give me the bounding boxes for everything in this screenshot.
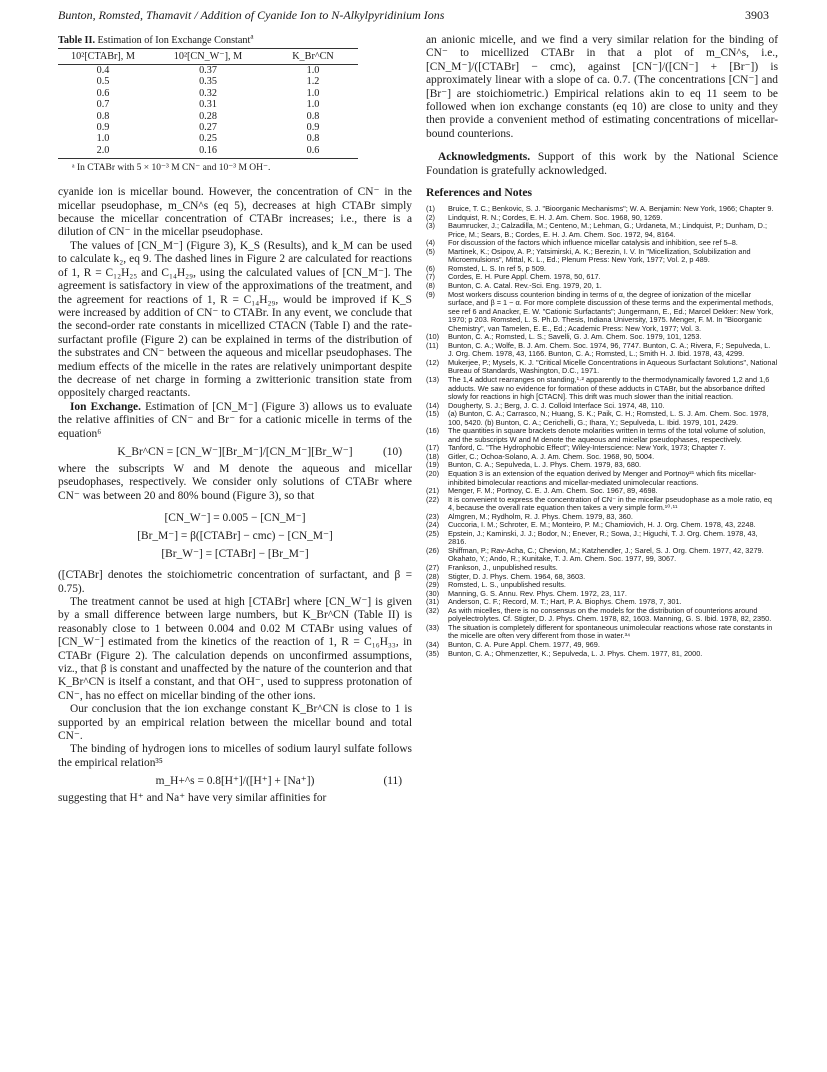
table-cell: 0.9 (306, 122, 320, 134)
equation-block (58, 509, 412, 563)
table-cell: 0.35 (199, 76, 217, 88)
reference-text: Dougherty, S. J.; Berg, J. C. J. Colloid Interface Sci. 1974, 48, 110. (448, 400, 665, 410)
equation-number: (11) (383, 775, 402, 788)
table-cell: 0.16 (148, 145, 268, 159)
reference-number: (22) (426, 494, 440, 504)
reference-text: Stigter, D. J. Phys. Chem. 1964, 68, 3603. (448, 571, 586, 581)
table-footnote: ᵃ In CTABr with 5 × 10⁻³ M CN⁻ and 10⁻³ M OH⁻. (72, 163, 271, 174)
reference-number: (25) (426, 528, 440, 538)
table-cell: 0.8 (96, 110, 110, 122)
reference-item (426, 496, 778, 513)
table-row (58, 145, 358, 159)
reference-number: (13) (426, 375, 440, 384)
reference-text: (a) Bunton, C. A.; Carrasco, N.; Huang, S. K.; Paik, C. H.; Romsted, L. S. J. Am. Chem. Soc. 1978, 100, 5420. (b) Bunton, C. A.; Cerichelli, G.; Ihara, Y.; Sepulveda, L. Ibid. 1979, 101, 2429. (448, 409, 769, 427)
reference-number: (20) (426, 469, 440, 479)
references-list (426, 205, 778, 658)
paragraph: suggesting that H⁺ and Na⁺ have very similar affinities for (58, 792, 327, 805)
reference-number: (18) (426, 451, 440, 461)
running-title: Bunton, Romsted, Thamavit / Addition of Cyanide Ion to N-Alkylpyridinium Ions (58, 8, 445, 22)
reference-number: (5) (426, 246, 435, 256)
reference-number: (16) (426, 426, 440, 436)
left-column (58, 34, 412, 806)
reference-text: Bruice, T. C.; Benkovic, S. J. "Bioorganic Mechanisms"; W. A. Benjamin: New York, 1966; Chapter 9. (448, 204, 774, 214)
reference-text: Epstein, J.; Kaminski, J. J.; Bodor, N.; Enever, R.; Sowa, J.; Higuchi, T. J. Org. Chem. 1978, 43, 2816. (448, 528, 758, 547)
reference-number: (2) (426, 212, 435, 222)
page-number: 3903 (745, 8, 769, 22)
table-cell: 0.37 (199, 65, 217, 76)
reference-text: Equation 3 is an extension of the equation derived by Menger and Portnoy²¹ which fits micellar-inhibited bimolecular reactions and micellar-mediated unimolecular reactions. (448, 469, 757, 487)
table-cell: 1.2 (306, 76, 320, 88)
table-cell: 2.0 (58, 145, 148, 159)
section-run-in-head: Ion Exchange. (70, 400, 141, 413)
table-row (58, 88, 358, 99)
reference-text: Bunton, C. A.; Sepulveda, L. J. Phys. Chem. 1979, 83, 680. (448, 460, 642, 470)
acknowledgments (426, 151, 778, 178)
table-cell: 0.8 (306, 110, 320, 122)
table-cell: 1.0 (306, 65, 320, 76)
reference-number: (17) (426, 443, 440, 453)
reference-number: (15) (426, 409, 440, 419)
reference-number: (28) (426, 571, 440, 581)
paragraph-text: Estimation of [CN_M⁻] (Figure 3) allows us to evaluate the relative affinities of CN⁻ and Br⁻ for a cationic micelle in terms of the equation⁶ (58, 400, 413, 440)
reference-text: Lindquist, R. N.; Cordes, E. H. J. Am. Chem. Soc. 1968, 90, 1269. (448, 212, 663, 222)
reference-text: Bunton, C. A.; Wolfe, B. J. Am. Chem. Soc. 1974, 96, 7747. Bunton, C. A.; Rivera, F.; Sepulveda, L. J. Org. Chem. 1978, 43, 1166. Bunton, C. A.; Romsted, L.; Smith H. J. Ibid. 1978, 43, 4299. (448, 340, 771, 359)
reference-number: (21) (426, 486, 440, 496)
reference-number: (24) (426, 520, 440, 530)
reference-text: Tanford, C. "The Hydrophobic Effect"; Wiley-Interscience: New York, 1973; Chapter 7. (448, 443, 726, 453)
reference-text: Most workers discuss counterion binding in terms of α, the degree of ionization of the micellar surface, and β = 1 − α. For more complete discussion of these terms and the experimental methods, see ref 6 and Anacker, E. W. "Cationic Surfactants"; Jungermann, E., Ed.; Marcel Dekker: New York, 1970; p 203. Romsted, L. S. Ph.D. Thesis, Indiana University, 1975. Menger, F. M. In "Bioorganic Chemistry", van Tamelen, E. E., Ed.; Academic Press: New York, 1977; Vol. 3. (448, 289, 774, 333)
paragraph-ion-exchange (58, 401, 412, 441)
table-row (58, 111, 358, 122)
paragraph: Our conclusion that the ion exchange constant K_Br^CN is close to 1 is supported by an empirical relation between the micellar bound and total CN⁻. (58, 703, 412, 743)
table-body (58, 65, 358, 159)
table-caption-mark: a (250, 32, 254, 41)
reference-number: (26) (426, 545, 440, 555)
reference-item (426, 530, 778, 547)
reference-text: Cordes, E. H. Pure Appl. Chem. 1978, 50, 617. (448, 272, 601, 282)
equation-line: [Br_W⁻] = [CTABr] − [Br_M⁻] (161, 548, 309, 561)
reference-number: (9) (426, 289, 435, 299)
reference-item (426, 650, 778, 659)
reference-number: (6) (426, 263, 435, 273)
table-cell: 1.0 (306, 87, 320, 99)
equation-11 (58, 774, 412, 788)
reference-item (426, 359, 778, 376)
equation-10 (58, 445, 412, 459)
reference-item (426, 342, 778, 359)
reference-number: (8) (426, 280, 435, 290)
reference-number: (30) (426, 588, 440, 598)
reference-number: (12) (426, 357, 440, 367)
reference-text: Almgren, M.; Rydholm, R. J. Phys. Chem. 1979, 83, 360. (448, 511, 633, 521)
col-header-cnw: 10²[CN_W⁻], M (148, 49, 268, 65)
paragraph: The values of [CN_M⁻] (Figure 3), K_S (Results), and k_M can be used to calculate k₂, eq 9. The dashed lines in Figure 2 are calculated for reactions of 1, R = C₁₂H₂₅ and C₁₄H₂₉, using the calculated values of [CN_M⁻]. The agreement is satisfactory in view of the approximations of the treatment, and the agreement for reactions of 1, R = C₁₄H₂₉, would be improved if K_S were increased by addition of CN⁻ to CTABr. In any event, we conclude that the second-order rate constants in micellized CTACN (Table I) and the rate-surfactant profile (Figure 2) can be explained in terms of the distribution of the substrates and CN⁻ between the aqueous and micellar pseudophases. The medium effects of the micelle in the rates are relatively unimportant despite the decrease of net charge in forming a zwitterionic transition state from oppositely charged reactants. (58, 239, 412, 400)
table-title: Estimation of Ion Exchange Constant (97, 35, 251, 46)
reference-item (426, 410, 778, 427)
reference-item (426, 624, 778, 641)
reference-text: Mukerjee, P.; Mysels, K. J. "Critical Micelle Concentrations in Aqueous Surfactant Solutions", National Bureau of Standards, Washington, D.C., 1971. (448, 357, 778, 376)
table-cell: 0.8 (306, 133, 320, 145)
references-heading: References and Notes (426, 186, 533, 200)
reference-text: Romsted, L. S. In ref 5, p 509. (448, 263, 546, 273)
reference-number: (4) (426, 238, 435, 248)
col-header-ctabr: 10²[CTABr], M (58, 49, 148, 65)
reference-text: It is convenient to express the concentration of CN⁻ in the micellar pseudophase as a mole ratio, eq 4, because the overall rate equation then takes a very simple form.¹⁰·¹¹ (448, 494, 772, 513)
equation-body: m_H+^s = 0.8[H⁺]/([H⁺] + [Na⁺]) (155, 775, 315, 788)
reference-number: (31) (426, 597, 440, 607)
table-cell: 0.7 (96, 99, 110, 111)
table-header-row (58, 49, 358, 65)
reference-number: (19) (426, 460, 440, 470)
reference-text: For discussion of the factors which influence micellar catalysis and inhibition, see ref 5–8. (448, 238, 738, 248)
reference-text: Bunton, C. A.; Ohmenzetter, K.; Sepulveda, L. J. Phys. Chem. 1977, 81, 2000. (448, 648, 703, 658)
reference-number: (7) (426, 272, 435, 282)
ack-text: Support of this work by the National Science Foundation is gratefully acknowledged. (426, 151, 778, 177)
reference-text: The quantities in square brackets denote molarities written in terms of the total volume of solution, and the subscripts W and M denote the aqueous and micellar pseudophases, respectively. (448, 426, 766, 444)
equation-body: K_Br^CN = [CN_W⁻][Br_M⁻]/[CN_M⁻][Br_W⁻] (117, 445, 353, 458)
estimation-table (58, 48, 358, 159)
table-cell: 0.9 (96, 122, 110, 134)
reference-text: As with micelles, there is no consensus on the models for the distribution of counterions around polyelectrolytes. Cf. Stigter, D. J. Phys. Chem. 1978, 82, 1603. Manning, G. S. Ibid. 1978, 82, 2350. (448, 605, 772, 624)
reference-text: The situation is completely different for spontaneous unimolecular reactions whose rate constants in the micelle are often very different from those in water.³⁴ (448, 622, 773, 641)
reference-number: (29) (426, 580, 440, 590)
reference-text: Gitler, C.; Ochoa-Solano, A. J. Am. Chem. Soc. 1968, 90, 5004. (448, 451, 655, 461)
table-cell: 0.5 (96, 76, 110, 88)
table-row (58, 76, 358, 87)
paragraph: The binding of hydrogen ions to micelles of sodium lauryl sulfate follows the empirical relation³⁵ (58, 743, 412, 769)
reference-item (426, 427, 778, 444)
table-cell: 0.6 (96, 87, 110, 99)
reference-number: (10) (426, 332, 440, 342)
table-cell: 0.31 (199, 99, 217, 111)
table-cell: 0.6 (268, 145, 358, 159)
table-cell: 0.25 (199, 133, 217, 145)
reference-text: The 1,4 adduct rearranges on standing,¹·² apparently to the thermodynamically favored 1,2 and 1,6 adducts. We saw no evidence for formation of these adducts in CTABr, but the absorbance drifted slowly for reactions in high [CTACN]. This drift was much slower than the initial reaction. (448, 375, 770, 402)
reference-number: (32) (426, 605, 440, 615)
table-cell: 1.0 (306, 99, 320, 111)
reference-number: (27) (426, 563, 440, 573)
table-cell: 0.4 (96, 65, 110, 76)
table-cell: 0.32 (199, 87, 217, 99)
reference-number: (23) (426, 511, 440, 521)
reference-item (426, 547, 778, 564)
reference-number: (14) (426, 400, 440, 410)
reference-number: (11) (426, 340, 439, 350)
reference-text: Manning, G. S. Annu. Rev. Phys. Chem. 1972, 23, 117. (448, 588, 627, 598)
reference-text: Bunton, C. A. Pure Appl. Chem. 1977, 49, 969. (448, 639, 600, 649)
col-header-kbrcn: K_Br^CN (268, 49, 358, 65)
reference-text: Cuccoria, I. M.; Schroter, E. M.; Monteiro, P. M.; Chamiovich, H. J. Org. Chem. 1978, 43, 2248. (448, 520, 756, 530)
reference-item (426, 376, 778, 402)
reference-number: (35) (426, 648, 440, 658)
reference-text: Romsted, L. S., unpublished results. (448, 580, 566, 590)
paragraph: cyanide ion is micellar bound. However, the concentration of CN⁻ in the micellar pseudophase, m_CN^s (eq 5), decreases at high CTABr simply because the micellar concentration of CTABr increases; i.e., there is a dilution of CN⁻ in the micellar pseudophase. (58, 186, 412, 239)
reference-text: Shiffman, P.; Rav-Acha, C.; Chevion, M.; Katzhendler, J.; Sarel, S. J. Org. Chem. 1977, 42, 3279. Okahato, Y.; Ando, R.; Kunitake, T. J. Am. Chem. Soc. 1977, 99, 3067. (448, 545, 764, 564)
reference-number: (34) (426, 639, 440, 649)
table-label: Table II. (58, 35, 95, 46)
reference-item (426, 291, 778, 334)
reference-text: Menger, F. M.; Portnoy, C. E. J. Am. Chem. Soc. 1967, 89, 4698. (448, 486, 658, 496)
equation-line: [Br_M⁻] = β([CTABr] − cmc) − [CN_M⁻] (137, 530, 333, 543)
reference-number: (3) (426, 221, 435, 231)
reference-text: Frankson, J., unpublished results. (448, 563, 558, 573)
paragraph: ([CTABr] denotes the stoichiometric concentration of surfactant, and β = 0.75). (58, 569, 412, 595)
table-row (58, 99, 358, 110)
table-cell: 0.27 (199, 122, 217, 134)
ack-heading: Acknowledgments. (438, 151, 531, 164)
paragraph: where the subscripts W and M denote the aqueous and micellar pseudophases, respectively. We consider only solutions of CTABr where CN⁻ was between 20 and 80% bound (Figure 3), so that (58, 462, 412, 502)
reference-item (426, 222, 778, 239)
equation-number: (10) (383, 445, 402, 458)
reference-text: Baumrucker, J.; Calzadilla, M.; Centeno, M.; Lehman, G.; Urdaneta, M.; Lindquist, P.; Dunham, D.; Price, M.; Sears, B.; Cordes, E. H. J. Am. Chem. Soc. 1972, 94, 8164. (448, 221, 768, 239)
table-row (58, 65, 358, 77)
reference-text: Bunton, C. A. Catal. Rev.-Sci. Eng. 1979, 20, 1. (448, 280, 602, 290)
table-cell: 1.0 (96, 133, 110, 145)
running-header (58, 8, 769, 26)
reference-item (426, 607, 778, 624)
table-row (58, 122, 358, 133)
reference-text: Bunton, C. A.; Romsted, L. S.; Savelli, G. J. Am. Chem. Soc. 1979, 101, 1253. (448, 332, 702, 342)
table-caption (58, 34, 412, 47)
reference-item (426, 470, 778, 487)
reference-number: (1) (426, 204, 435, 214)
paragraph: an anionic micelle, and we find a very similar relation for the binding of CN⁻ to micellized CTABr in that a plot of m_CN^s, i.e., [CN_M⁻]/([CTABr] − cmc), against [CN⁻]/([CN⁻] + [Br⁻]) is approximately linear with a slope of ca. 0.7. (The concentrations [CN⁻] and [Br⁻] are stoichiometric.) Empirical relations akin to eq 11 seem to be followed when ion exchange constants (eq 10) are close to unity and they then provide a convenient method of estimating concentrations of micellar-bound counterions. (426, 34, 778, 140)
reference-text: Anderson, C. F.; Record, M. T.; Hart, P. A. Biophys. Chem. 1978, 7, 301. (448, 597, 682, 607)
reference-number: (33) (426, 622, 440, 632)
table-row (58, 133, 358, 144)
table-cell: 0.28 (199, 110, 217, 122)
paragraph: The treatment cannot be used at high [CTABr] where [CN_W⁻] is given by a small difference between large numbers, but K_Br^CN (Table II) is reasonably close to 1 between 0.004 and 0.02 M CTABr using values of [CN_W⁻] estimated from the kinetics of the reaction of 1, R = C₁₆H₃₃, in CTABr (Figure 2). The calculation depends on unconfirmed assumptions, viz., that β is constant and unaffected by the nature of the counterion and that K_Br^CN is itself a constant, and that OH⁻, used to suppress protonation of CN⁻, has no effect on micellar binding of the other ions. (58, 596, 412, 702)
reference-item (426, 248, 778, 265)
right-column (426, 34, 778, 658)
reference-text: Martinek, K.; Osipov, A. P.; Yatsimirski, A. K.; Berezin, I. V. In "Micellization, Solubilization and Microemulsions", Mittal, K. L., Ed.; Plenum Press: New York, 1977; Vol. 2, p 489. (448, 246, 751, 265)
equation-line: [CN_W⁻] = 0.005 − [CN_M⁻] (164, 512, 306, 525)
